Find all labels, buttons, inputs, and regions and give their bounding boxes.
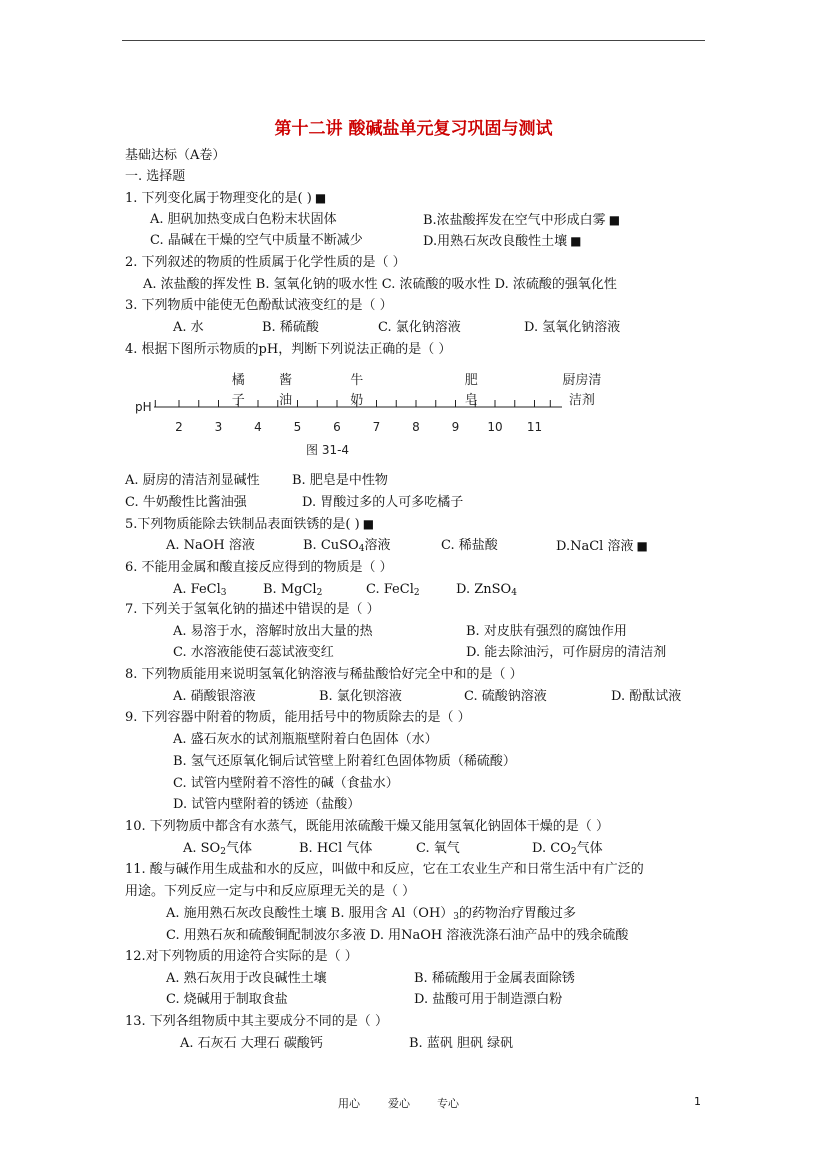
- item-label-bottom: 子: [231, 393, 245, 408]
- q6-option-b: B. MgCl$_2$: [263, 582, 323, 598]
- tick-label: 3: [214, 420, 223, 434]
- q9-option-d: D. 试管内壁附着的锈迹（盐酸）: [173, 797, 361, 812]
- q3-option-a: A. 水: [173, 320, 204, 335]
- item-label-top: 酱: [279, 373, 293, 388]
- tick-label: 4: [254, 420, 262, 434]
- mark-icon: ■: [608, 213, 621, 227]
- q5-option-a: A. NaOH 溶液: [166, 538, 255, 553]
- q6-option-c: C. FeCl$_2$: [366, 582, 420, 598]
- q11-options-ab: A. 施用熟石灰改良酸性土壤 B. 服用含 $Al(OH)_3$的药物治疗胃酸过多: [166, 906, 577, 922]
- section-heading: 基础达标（A卷）: [125, 148, 226, 163]
- q10-option-c: C. 氧气: [416, 841, 460, 856]
- q5-option-c: C. 稀盐酸: [441, 538, 498, 553]
- footer-text-1: 用心: [338, 1097, 360, 1110]
- tick-label: 6: [333, 420, 341, 434]
- question-11-line2: 用途。下列反应一定与中和反应原理无关的是（ ）: [125, 884, 416, 899]
- q12-option-b: B. 稀硫酸用于金属表面除锈: [414, 971, 575, 986]
- q8-option-d: D. 酚酞试液: [611, 689, 682, 704]
- item-label-top: 橘: [231, 373, 245, 388]
- q9-option-b: B. 氢气还原氧化铜后试管壁上附着红色固体物质（稀硫酸）: [173, 754, 516, 769]
- question-5: 5.下列物质能除去铁制品表面铁锈的是( ) ■: [125, 517, 375, 532]
- q4-option-d: D. 胃酸过多的人可多吃橘子: [302, 495, 464, 510]
- page-number: 1: [694, 1095, 701, 1108]
- question-11-line1: 11. 酸与碱作用生成盐和水的反应，叫做中和反应，它在工农业生产和日常生活中有广泛的: [125, 862, 644, 877]
- tick-label: 11: [526, 420, 543, 434]
- part-heading: 一. 选择题: [125, 169, 186, 184]
- q12-option-c: C. 烧碱用于制取食盐: [166, 992, 288, 1007]
- q8-option-c: C. 硫酸钠溶液: [464, 689, 547, 704]
- q10-option-a: A. $SO_2$气体: [183, 841, 252, 857]
- question-8: 8. 下列物质能用来说明氢氧化钠溶液与稀盐酸恰好完全中和的是（ ）: [125, 667, 523, 682]
- q2-options: A. 浓盐酸的挥发性 B. 氢氧化钠的吸水性 C. 浓硫酸的吸水性 D. 浓硫酸的强氧化性: [143, 277, 617, 292]
- question-10: 10. 下列物质中都含有水蒸气，既能用浓硫酸干燥又能用氢氧化钠固体干燥的是（ ）: [125, 819, 609, 834]
- item-label-bottom: 皂: [464, 393, 478, 408]
- mark-icon: ■: [314, 191, 327, 205]
- q1-option-b: B.浓盐酸挥发在空气中形成白雾 ■: [423, 213, 621, 228]
- item-label-bottom: 奶: [350, 393, 364, 408]
- q11-options-cd: C. 用熟石灰和硫酸铜配制波尔多液 D. 用NaOH 溶液洗涤石油产品中的残余硫酸: [166, 928, 629, 943]
- q12-option-d: D. 盐酸可用于制造漂白粉: [414, 992, 563, 1007]
- tick-label: 2: [175, 420, 183, 434]
- q5-option-b: B. CuSO$_4$溶液: [303, 538, 391, 554]
- q1-option-a: A. 胆矾加热变成白色粉末状固体: [150, 212, 337, 227]
- question-2: 2. 下列叙述的物质的性质属于化学性质的是（ ）: [125, 255, 406, 270]
- q1-option-c: C. 晶碱在干燥的空气中质量不断减少: [150, 233, 363, 248]
- q7-option-d: D. 能去除油污，可作厨房的清洁剂: [466, 645, 667, 660]
- q10-option-b: B. HCl 气体: [299, 841, 373, 856]
- q7-option-a: A. 易溶于水，溶解时放出大量的热: [173, 624, 373, 639]
- question-6: 6. 不能用金属和酸直接反应得到的物质是（ ）: [125, 560, 393, 575]
- question-1: 1. 下列变化属于物理变化的是( ) ■: [125, 191, 327, 206]
- tick-label: 9: [451, 420, 460, 434]
- q3-option-d: D. 氢氧化钠溶液: [524, 320, 621, 335]
- axis-label: pH: [135, 400, 152, 414]
- question-13: 13. 下列各组物质中其主要成分不同的是（ ）: [125, 1014, 388, 1029]
- q1-option-d: D.用熟石灰改良酸性土壤 ■: [423, 234, 582, 249]
- q4-option-b: B. 肥皂是中性物: [292, 473, 388, 488]
- item-label-bottom: 洁剂: [568, 393, 595, 408]
- q5-option-d: D.NaCl 溶液 ■: [556, 539, 648, 554]
- chart-caption: 图 31-4: [306, 443, 350, 457]
- q9-option-c: C. 试管内壁附着不溶性的碱（食盐水）: [173, 776, 399, 791]
- footer-text-2: 爱心: [388, 1097, 410, 1110]
- q13-option-b: B. 蓝矾 胆矾 绿矾: [409, 1036, 514, 1051]
- q8-option-b: B. 氯化钡溶液: [319, 689, 402, 704]
- q12-option-a: A. 熟石灰用于改良碱性土壤: [166, 971, 327, 986]
- mark-icon: ■: [570, 234, 582, 248]
- tick-label: 8: [412, 420, 420, 434]
- q6-option-a: A. FeCl$_3$: [173, 582, 227, 598]
- q3-option-b: B. 稀硫酸: [262, 320, 319, 335]
- ph-number-line: [130, 370, 630, 462]
- tick-label: 5: [293, 420, 302, 434]
- q13-option-a: A. 石灰石 大理石 碳酸钙: [180, 1036, 323, 1051]
- mark-icon: ■: [636, 539, 648, 553]
- mark-icon: ■: [362, 517, 375, 531]
- q6-option-d: D. ZnSO$_4$: [456, 582, 517, 598]
- question-4: 4. 根据下图所示物质的pH，判断下列说法正确的是（ ）: [125, 342, 452, 357]
- question-3: 3. 下列物质中能使无色酚酞试液变红的是（ ）: [125, 298, 393, 313]
- header-rule: [122, 40, 705, 41]
- question-7: 7. 下列关于氢氧化钠的描述中错误的是（ ）: [125, 602, 380, 617]
- item-label-top: 肥: [464, 373, 478, 388]
- footer-text-3: 专心: [437, 1097, 459, 1110]
- tick-label: 10: [487, 420, 503, 434]
- item-label-top: 厨房清: [562, 373, 602, 388]
- q3-option-c: C. 氯化钠溶液: [378, 320, 461, 335]
- q7-option-c: C. 水溶液能使石蕊试液变红: [173, 645, 334, 660]
- question-9: 9. 下列容器中附着的物质，能用括号中的物质除去的是（ ）: [125, 710, 471, 725]
- q8-option-a: A. 硝酸银溶液: [173, 689, 256, 704]
- item-label-top: 牛: [350, 373, 364, 388]
- tick-label: 7: [372, 420, 381, 434]
- q7-option-b: B. 对皮肤有强烈的腐蚀作用: [466, 624, 627, 639]
- q9-option-a: A. 盛石灰水的试剂瓶瓶壁附着白色固体（水）: [173, 732, 438, 747]
- q4-option-a: A. 厨房的清洁剂显碱性: [125, 473, 260, 488]
- q4-option-c: C. 牛奶酸性比酱油强: [125, 495, 247, 510]
- question-12: 12.对下列物质的用途符合实际的是（ ）: [125, 949, 358, 964]
- page-title: 第十二讲 酸碱盐单元复习巩固与测试: [274, 119, 553, 139]
- item-label-bottom: 油: [279, 393, 293, 408]
- q10-option-d: D. $CO_2$气体: [532, 841, 603, 857]
